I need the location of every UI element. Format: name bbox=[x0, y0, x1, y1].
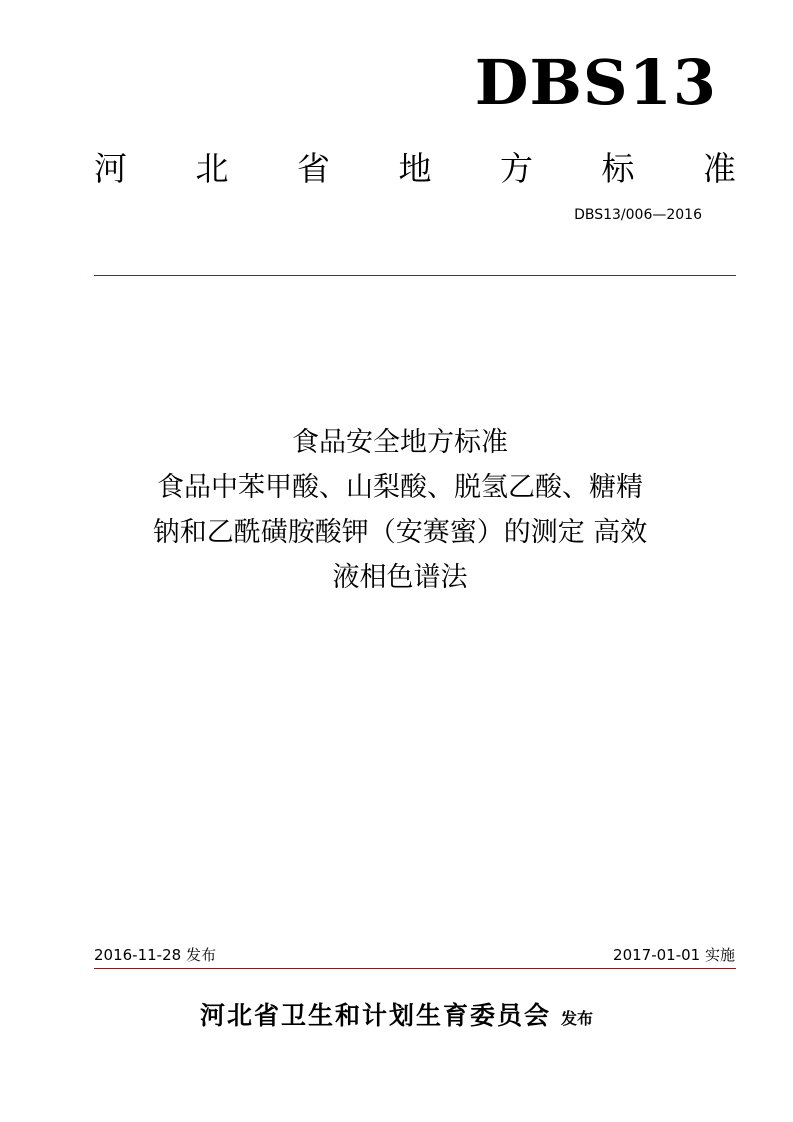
effective-date: 2017-01-01 实施 bbox=[613, 946, 735, 964]
standard-number: DBS13/006—2016 bbox=[574, 207, 702, 223]
level-char: 标 bbox=[601, 148, 635, 188]
level-char: 地 bbox=[398, 148, 432, 188]
standard-level-heading bbox=[94, 146, 736, 190]
standard-code-mark: DBS13 bbox=[474, 46, 717, 119]
level-char: 方 bbox=[500, 148, 533, 188]
title-line: 液相色谱法 bbox=[332, 562, 468, 593]
title-line: 食品安全地方标准 bbox=[292, 427, 508, 458]
issuer-line bbox=[0, 996, 793, 1032]
title-line: 钠和乙酰磺胺酸钾（安赛蜜）的测定 高效 bbox=[152, 517, 648, 548]
level-char: 省 bbox=[297, 148, 330, 188]
issue-label: 发布 bbox=[561, 1009, 594, 1028]
issuing-authority: 河北省卫生和计划生育委员会 bbox=[199, 1001, 551, 1030]
bottom-divider bbox=[94, 968, 736, 969]
document-title bbox=[90, 420, 710, 600]
title-line: 食品中苯甲酸、山梨酸、脱氢乙酸、糖精 bbox=[157, 472, 643, 503]
level-char: 北 bbox=[195, 148, 229, 188]
level-char: 准 bbox=[703, 148, 736, 188]
publish-date: 2016-11-28 发布 bbox=[94, 946, 216, 964]
level-char: 河 bbox=[94, 148, 127, 188]
top-divider bbox=[94, 275, 736, 276]
